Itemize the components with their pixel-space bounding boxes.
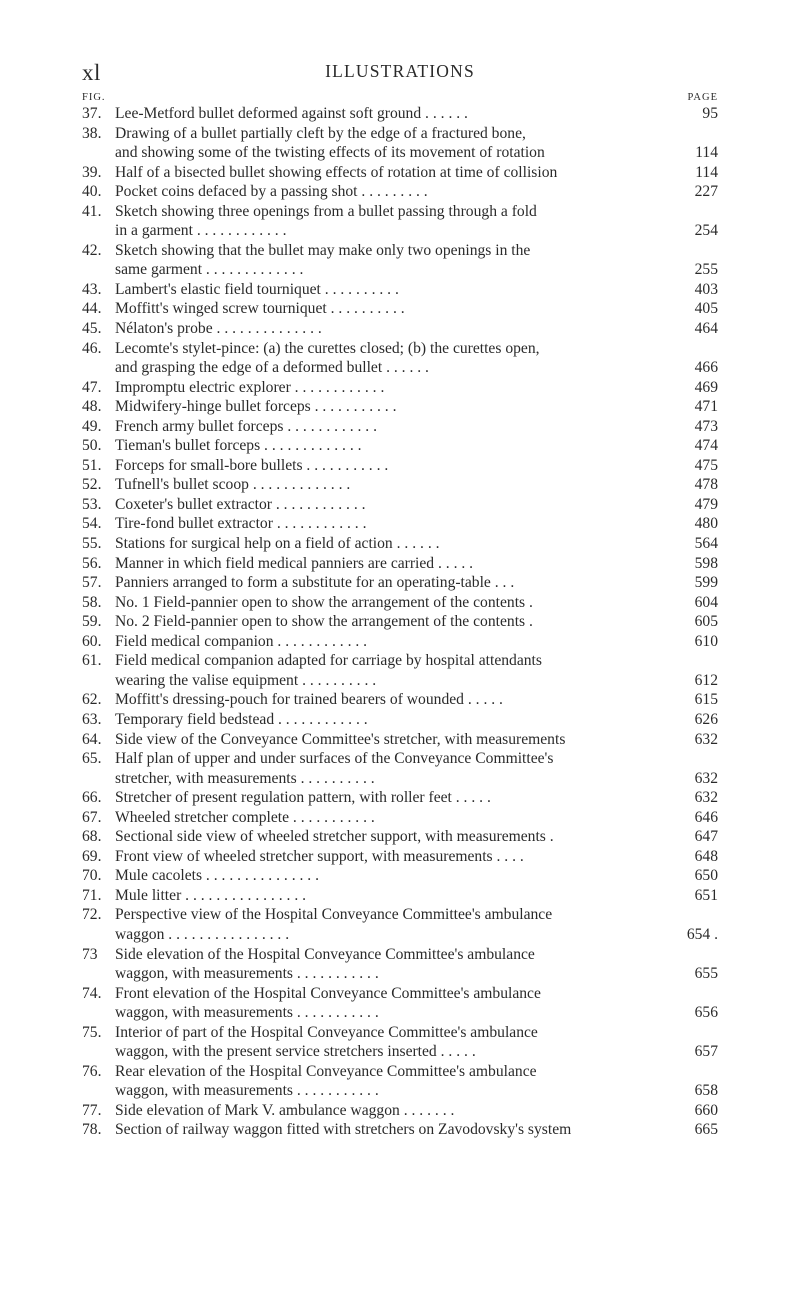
caption-line: Stations for surgical help on a field of action . . . . . . bbox=[115, 535, 440, 553]
page-reference: 656 bbox=[694, 1004, 718, 1022]
figure-caption bbox=[115, 378, 666, 398]
list-item bbox=[82, 1120, 718, 1140]
list-item bbox=[82, 1101, 718, 1121]
figure-number: 53. bbox=[82, 495, 102, 513]
figure-number: 57. bbox=[82, 574, 102, 592]
caption-line: Mule litter . . . . . . . . . . . . . . . . bbox=[115, 886, 307, 904]
page-reference: 480 bbox=[694, 515, 718, 533]
figure-number: 47. bbox=[82, 378, 102, 396]
page-reference: 604 bbox=[694, 593, 718, 611]
figure-caption bbox=[115, 847, 666, 867]
caption-line: Tufnell's bullet scoop . . . . . . . . . . . . . bbox=[115, 476, 351, 494]
caption-line: Side elevation of the Hospital Conveyance Committee's ambulance bbox=[115, 945, 535, 963]
figure-number: 48. bbox=[82, 398, 102, 416]
figure-number: 41. bbox=[82, 202, 102, 220]
caption-line: No. 1 Field-pannier open to show the arrangement of the contents . bbox=[115, 593, 533, 611]
list-item bbox=[82, 456, 718, 476]
figure-number: 44. bbox=[82, 300, 102, 318]
caption-line: Lambert's elastic field tourniquet . . . . . . . . . . bbox=[115, 280, 399, 298]
page-reference: 605 bbox=[694, 613, 718, 631]
caption-line: Midwifery-hinge bullet forceps . . . . . . . . . . . bbox=[115, 398, 397, 416]
figure-caption bbox=[115, 690, 666, 710]
figure-number: 62. bbox=[82, 691, 102, 709]
caption-line: Sectional side view of wheeled stretcher support, with measurements . bbox=[115, 828, 554, 846]
figure-caption bbox=[115, 436, 666, 456]
page-reference: 660 bbox=[694, 1101, 718, 1119]
list-item bbox=[82, 495, 718, 515]
page-reference: 651 bbox=[694, 886, 718, 904]
figure-number: 78. bbox=[82, 1121, 102, 1139]
caption-line: Moffitt's dressing-pouch for trained bearers of wounded . . . . . bbox=[115, 691, 503, 709]
figure-caption bbox=[115, 104, 666, 124]
figure-caption bbox=[115, 827, 666, 847]
page-reference: 466 bbox=[694, 359, 718, 377]
illustrations-list bbox=[82, 104, 718, 1140]
page-reference: 665 bbox=[694, 1121, 718, 1139]
figure-number: 59. bbox=[82, 613, 102, 631]
list-item bbox=[82, 202, 718, 241]
figure-caption bbox=[115, 319, 666, 339]
page-reference: 632 bbox=[694, 769, 718, 787]
list-item bbox=[82, 319, 718, 339]
caption-line: waggon, with measurements . . . . . . . . . . . bbox=[115, 1082, 379, 1100]
caption-line: Pocket coins defaced by a passing shot . . . . . . . . . bbox=[115, 183, 428, 201]
caption-line: Field medical companion . . . . . . . . . . . . bbox=[115, 632, 368, 650]
caption-line: Moffitt's winged screw tourniquet . . . . . . . . . . bbox=[115, 300, 405, 318]
figure-number: 61. bbox=[82, 652, 102, 670]
list-item bbox=[82, 534, 718, 554]
figure-number: 75. bbox=[82, 1023, 102, 1041]
list-item bbox=[82, 339, 718, 378]
caption-line: Perspective view of the Hospital Conveyance Committee's ambulance bbox=[115, 906, 553, 924]
list-item bbox=[82, 1023, 718, 1062]
caption-line: Lecomte's stylet-pince: (a) the curettes closed; (b) the curettes open, bbox=[115, 339, 540, 357]
caption-line: in a garment . . . . . . . . . . . . bbox=[115, 222, 287, 240]
caption-line: Nélaton's probe . . . . . . . . . . . . . . bbox=[115, 320, 322, 338]
figure-caption bbox=[115, 749, 666, 788]
page-reference: 254 bbox=[694, 222, 718, 240]
figure-caption bbox=[115, 475, 666, 495]
figure-caption bbox=[115, 730, 666, 750]
page-reference: 657 bbox=[694, 1043, 718, 1061]
list-item bbox=[82, 651, 718, 690]
caption-line: Forceps for small-bore bullets . . . . . . . . . . . bbox=[115, 456, 389, 474]
page-reference: 255 bbox=[694, 261, 718, 279]
caption-line: Lee-Metford bullet deformed against soft ground . . . . . . bbox=[115, 105, 468, 122]
caption-line: Coxeter's bullet extractor . . . . . . . . . . . . bbox=[115, 495, 366, 513]
figure-number: 70. bbox=[82, 867, 102, 885]
page-reference: 655 bbox=[694, 965, 718, 983]
page-reference: 114 bbox=[695, 163, 718, 181]
figure-caption bbox=[115, 339, 666, 378]
page-reference: 403 bbox=[694, 280, 718, 298]
caption-line: Half plan of upper and under surfaces of the Conveyance Committee's bbox=[115, 750, 554, 768]
caption-line: Field medical companion adapted for carriage by hospital attendants bbox=[115, 652, 542, 670]
list-item bbox=[82, 104, 718, 124]
caption-line: same garment . . . . . . . . . . . . . bbox=[115, 261, 304, 279]
page-reference: 464 bbox=[694, 320, 718, 338]
caption-line: French army bullet forceps . . . . . . . . . . . . bbox=[115, 417, 378, 435]
figure-caption bbox=[115, 397, 666, 417]
page-reference: 469 bbox=[694, 378, 718, 396]
figure-caption bbox=[115, 299, 666, 319]
page-reference: 474 bbox=[694, 437, 718, 455]
list-item bbox=[82, 378, 718, 398]
figure-caption bbox=[115, 573, 666, 593]
figure-number: 77. bbox=[82, 1101, 102, 1119]
figure-number: 43. bbox=[82, 280, 102, 298]
figure-number: 58. bbox=[82, 593, 102, 611]
figure-caption bbox=[115, 905, 666, 944]
list-item bbox=[82, 886, 718, 906]
list-item bbox=[82, 632, 718, 652]
figure-number: 37. bbox=[82, 105, 102, 122]
figure-caption bbox=[115, 1062, 666, 1101]
page-reference: 658 bbox=[694, 1082, 718, 1100]
list-item bbox=[82, 945, 718, 984]
caption-line: wearing the valise equipment . . . . . . . . . . bbox=[115, 671, 377, 689]
figure-number: 69. bbox=[82, 847, 102, 865]
caption-line: Stretcher of present regulation pattern, with roller feet . . . . . bbox=[115, 789, 491, 807]
figure-caption bbox=[115, 241, 666, 280]
list-item bbox=[82, 299, 718, 319]
page-reference: 114 bbox=[695, 144, 718, 162]
caption-line: waggon, with the present service stretchers inserted . . . . . bbox=[115, 1043, 476, 1061]
caption-line: Impromptu electric explorer . . . . . . . . . . . . bbox=[115, 378, 385, 396]
list-item bbox=[82, 436, 718, 456]
caption-line: No. 2 Field-pannier open to show the arrangement of the contents . bbox=[115, 613, 533, 631]
figure-caption bbox=[115, 808, 666, 828]
page-reference: 478 bbox=[694, 476, 718, 494]
page-reference: 632 bbox=[694, 789, 718, 807]
list-item bbox=[82, 847, 718, 867]
page-reference: 615 bbox=[694, 691, 718, 709]
page-reference: 626 bbox=[694, 710, 718, 728]
page-number-folio: xl bbox=[82, 60, 101, 85]
list-item bbox=[82, 984, 718, 1023]
figure-number: 68. bbox=[82, 828, 102, 846]
page-reference: 479 bbox=[694, 495, 718, 513]
figure-caption bbox=[115, 1120, 666, 1140]
figure-caption bbox=[115, 534, 666, 554]
figure-number: 38. bbox=[82, 124, 102, 142]
figure-caption bbox=[115, 1023, 666, 1062]
caption-line: Front elevation of the Hospital Conveyance Committee's ambulance bbox=[115, 984, 541, 1002]
caption-line: and showing some of the twisting effects of its movement of rotation bbox=[115, 144, 545, 162]
caption-line: waggon . . . . . . . . . . . . . . . . bbox=[115, 925, 290, 943]
list-item bbox=[82, 554, 718, 574]
figure-caption bbox=[115, 788, 666, 808]
figure-number: 72. bbox=[82, 906, 102, 924]
page-reference: 227 bbox=[694, 183, 718, 201]
figure-number: 39. bbox=[82, 163, 102, 181]
figure-caption bbox=[115, 280, 666, 300]
caption-line: stretcher, with measurements . . . . . . . . . . bbox=[115, 769, 375, 787]
list-item bbox=[82, 573, 718, 593]
figure-number: 49. bbox=[82, 417, 102, 435]
list-item bbox=[82, 280, 718, 300]
figure-number: 60. bbox=[82, 632, 102, 650]
figure-caption bbox=[115, 984, 666, 1023]
figure-caption bbox=[115, 886, 666, 906]
page-reference: 612 bbox=[694, 671, 718, 689]
list-item bbox=[82, 241, 718, 280]
caption-line: Side elevation of Mark V. ambulance waggon . . . . . . . bbox=[115, 1101, 455, 1119]
page-reference: 471 bbox=[694, 398, 718, 416]
page-reference: 632 bbox=[694, 730, 718, 748]
fig-column-heading: FIG. bbox=[82, 92, 106, 103]
figure-number: 76. bbox=[82, 1062, 102, 1080]
list-item bbox=[82, 397, 718, 417]
figure-number: 46. bbox=[82, 339, 102, 357]
list-item bbox=[82, 749, 718, 788]
figure-number: 40. bbox=[82, 183, 102, 201]
figure-caption bbox=[115, 182, 666, 202]
list-item bbox=[82, 593, 718, 613]
figure-caption bbox=[115, 514, 666, 534]
caption-line: and grasping the edge of a deformed bullet . . . . . . bbox=[115, 359, 429, 377]
caption-line: Panniers arranged to form a substitute for an operating-table . . . bbox=[115, 574, 515, 592]
figure-number: 50. bbox=[82, 437, 102, 455]
figure-number: 56. bbox=[82, 554, 102, 572]
figure-caption bbox=[115, 456, 666, 476]
figure-number: 65. bbox=[82, 750, 102, 768]
caption-line: Sketch showing that the bullet may make only two openings in the bbox=[115, 241, 531, 259]
caption-line: Wheeled stretcher complete . . . . . . . . . . . bbox=[115, 808, 375, 826]
figure-caption bbox=[115, 554, 666, 574]
figure-number: 42. bbox=[82, 241, 102, 259]
page-reference: 95 bbox=[702, 105, 718, 122]
list-item bbox=[82, 417, 718, 437]
list-item bbox=[82, 905, 718, 944]
page-reference: 598 bbox=[694, 554, 718, 572]
figure-caption bbox=[115, 866, 666, 886]
figure-caption bbox=[115, 124, 666, 163]
figure-number: 71. bbox=[82, 886, 102, 904]
figure-number: 51. bbox=[82, 456, 102, 474]
list-item bbox=[82, 808, 718, 828]
figure-caption bbox=[115, 651, 666, 690]
figure-caption bbox=[115, 593, 666, 613]
page-reference: 647 bbox=[694, 828, 718, 846]
caption-line: Manner in which field medical panniers are carried . . . . . bbox=[115, 554, 474, 572]
figure-number: 74. bbox=[82, 984, 102, 1002]
figure-caption bbox=[115, 1101, 666, 1121]
figure-number: 63. bbox=[82, 710, 102, 728]
list-item bbox=[82, 690, 718, 710]
page-reference: 473 bbox=[694, 417, 718, 435]
caption-line: Interior of part of the Hospital Conveyance Committee's ambulance bbox=[115, 1023, 538, 1041]
figure-number: 66. bbox=[82, 789, 102, 807]
list-item bbox=[82, 163, 718, 183]
list-item bbox=[82, 1062, 718, 1101]
caption-line: Half of a bisected bullet showing effects of rotation at time of collision bbox=[115, 163, 558, 181]
figure-caption bbox=[115, 612, 666, 632]
figure-caption bbox=[115, 163, 666, 183]
list-item bbox=[82, 514, 718, 534]
page-reference: 648 bbox=[694, 847, 718, 865]
page-header bbox=[82, 60, 718, 86]
caption-line: Front view of wheeled stretcher support, with measurements . . . . bbox=[115, 847, 524, 865]
figure-caption bbox=[115, 202, 666, 241]
page-reference: 599 bbox=[694, 574, 718, 592]
page-reference: 405 bbox=[694, 300, 718, 318]
list-item bbox=[82, 182, 718, 202]
caption-line: Tieman's bullet forceps . . . . . . . . . . . . . bbox=[115, 437, 362, 455]
page-reference: 610 bbox=[694, 632, 718, 650]
running-head: ILLUSTRATIONS bbox=[325, 61, 475, 81]
figure-caption bbox=[115, 417, 666, 437]
list-item bbox=[82, 612, 718, 632]
list-item bbox=[82, 730, 718, 750]
page-reference: 654 . bbox=[686, 925, 718, 943]
caption-line: Temporary field bedstead . . . . . . . . . . . . bbox=[115, 710, 368, 728]
list-item bbox=[82, 710, 718, 730]
list-item bbox=[82, 866, 718, 886]
figure-caption bbox=[115, 945, 666, 984]
page-reference: 475 bbox=[694, 456, 718, 474]
caption-line: Rear elevation of the Hospital Conveyance Committee's ambulance bbox=[115, 1062, 537, 1080]
page-reference: 564 bbox=[694, 535, 718, 553]
caption-line: Sketch showing three openings from a bullet passing through a fold bbox=[115, 202, 537, 220]
list-item bbox=[82, 827, 718, 847]
caption-line: waggon, with measurements . . . . . . . . . . . bbox=[115, 965, 379, 983]
figure-number: 67. bbox=[82, 808, 102, 826]
figure-number: 45. bbox=[82, 320, 102, 338]
caption-line: Side view of the Conveyance Committee's stretcher, with measurements bbox=[115, 730, 566, 748]
page-column-heading: PAGE bbox=[687, 92, 718, 103]
page-reference: 646 bbox=[694, 808, 718, 826]
caption-line: Tire-fond bullet extractor . . . . . . . . . . . . bbox=[115, 515, 367, 533]
caption-line: waggon, with measurements . . . . . . . . . . . bbox=[115, 1004, 379, 1022]
figure-caption bbox=[115, 710, 666, 730]
figure-number: 54. bbox=[82, 515, 102, 533]
caption-line: Drawing of a bullet partially cleft by the edge of a fractured bone, bbox=[115, 124, 526, 142]
list-item bbox=[82, 475, 718, 495]
page-reference: 650 bbox=[694, 867, 718, 885]
figure-number: 64. bbox=[82, 730, 102, 748]
caption-line: Mule cacolets . . . . . . . . . . . . . . . bbox=[115, 867, 319, 885]
figure-caption bbox=[115, 495, 666, 515]
figure-number: 55. bbox=[82, 535, 102, 553]
list-item bbox=[82, 788, 718, 808]
list-item bbox=[82, 124, 718, 163]
figure-caption bbox=[115, 632, 666, 652]
figure-number: 52. bbox=[82, 476, 102, 494]
caption-line: Section of railway waggon fitted with stretchers on Zavodovsky's system bbox=[115, 1121, 572, 1139]
figure-number: 73 bbox=[82, 945, 98, 963]
